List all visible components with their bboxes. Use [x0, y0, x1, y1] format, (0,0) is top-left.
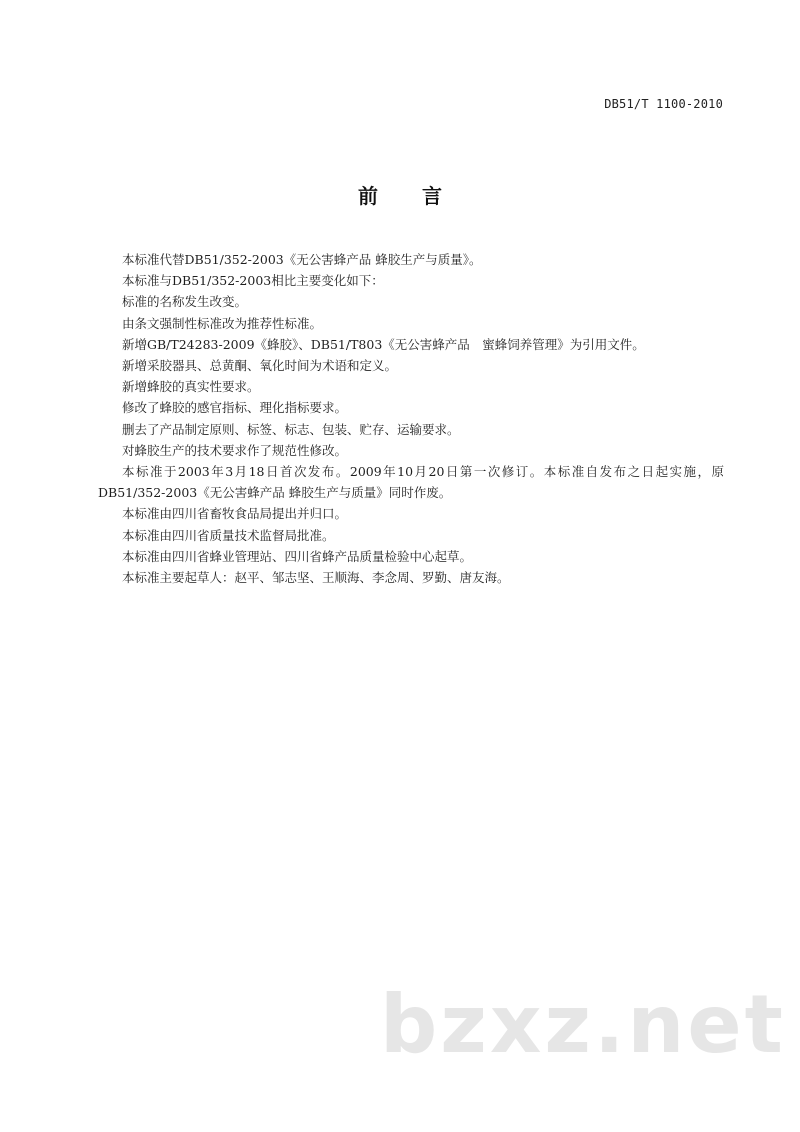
page-title: 前言 [358, 184, 486, 208]
paragraph-change-authenticity: 新增蜂胶的真实性要求。 [122, 379, 260, 395]
paragraph-main-changes-intro: 本标准与DB51/352-2003相比主要变化如下： [122, 273, 384, 289]
paragraph-approved-by: 本标准由四川省质量技术监督局批准。 [122, 527, 335, 543]
paragraph-publication-history: 本标准于2003年3月18日首次发布。2009年10月20日第一次修订。本标准自发布之日起实施，原DB51/352-2003《无公害蜂产品 蜂胶生产与质量》同时作废。 [98, 464, 724, 501]
paragraph-change-name: 标准的名称发生改变。 [122, 294, 248, 310]
paragraph-change-indicators: 修改了蜂胶的感官指标、理化指标要求。 [122, 400, 348, 416]
paragraph-change-recommended: 由条文强制性标准改为推荐性标准。 [122, 315, 323, 331]
paragraph-change-technical: 对蜂胶生产的技术要求作了规范性修改。 [122, 442, 348, 458]
paragraph-main-drafters: 本标准主要起草人：赵平、邹志坚、王顺海、李念周、罗勤、唐友海。 [122, 570, 510, 586]
document-number: DB51/T 1100-2010 [604, 97, 723, 111]
paragraph-proposed-by: 本标准由四川省畜牧食品局提出并归口。 [122, 506, 348, 522]
paragraph-change-removed: 删去了产品制定原则、标签、标志、包装、贮存、运输要求。 [122, 421, 460, 437]
paragraph-replaces-standard: 本标准代替DB51/352-2003《无公害蜂产品 蜂胶生产与质量》。 [122, 252, 482, 267]
preface-body [98, 249, 724, 588]
watermark: bzxz.net [380, 978, 786, 1071]
paragraph-change-references: 新增GB/T24283-2009《蜂胶》、DB51/T803《无公害蜂产品 蜜蜂饲养管理》为引用文件。 [122, 336, 645, 352]
paragraph-drafted-by: 本标准由四川省蜂业管理站、四川省蜂产品质量检验中心起草。 [122, 548, 473, 564]
paragraph-change-terms: 新增采胶器具、总黄酮、氧化时间为术语和定义。 [122, 358, 398, 374]
